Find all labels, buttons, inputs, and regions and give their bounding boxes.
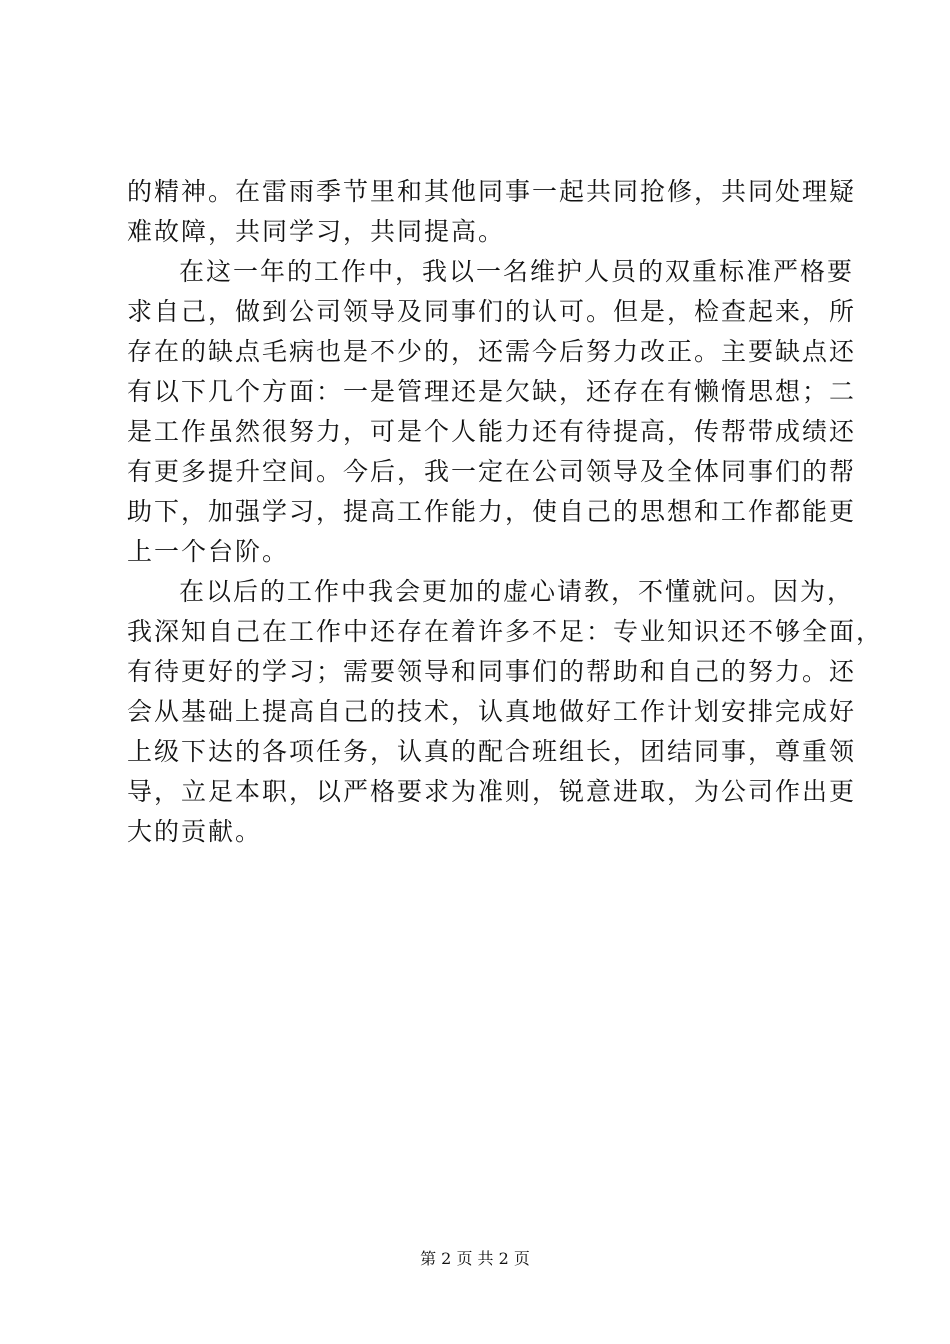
text-line: 导，立足本职，以严格要求为准则，锐意进取，为公司作出更 bbox=[127, 777, 857, 806]
text-line: 我深知自己在工作中还存在着许多不足：专业知识还不够全面， bbox=[127, 617, 884, 646]
text-line: 上一个台阶。 bbox=[127, 537, 290, 566]
page-number-footer: 第 2 页 共 2 页 bbox=[420, 1249, 530, 1268]
document-body bbox=[127, 172, 884, 852]
text-line: 难故障，共同学习，共同提高。 bbox=[127, 217, 506, 246]
text-line: 是工作虽然很努力，可是个人能力还有待提高，传帮带成绩还 bbox=[127, 417, 857, 446]
text-line: 有以下几个方面：一是管理还是欠缺，还存在有懒惰思想；二 bbox=[127, 377, 857, 406]
text-line: 上级下达的各项任务，认真的配合班组长，团结同事，尊重领 bbox=[127, 737, 857, 766]
text-line: 助下，加强学习，提高工作能力，使自己的思想和工作都能更 bbox=[127, 497, 857, 526]
text-line: 存在的缺点毛病也是不少的，还需今后努力改正。主要缺点还 bbox=[127, 337, 857, 366]
paragraph-start-line: 在以后的工作中我会更加的虚心请教，不懂就问。因为， bbox=[179, 577, 855, 606]
text-line: 会从基础上提高自己的技术，认真地做好工作计划安排完成好 bbox=[127, 697, 857, 726]
text-line: 有待更好的学习；需要领导和同事们的帮助和自己的努力。还 bbox=[127, 657, 857, 686]
text-line: 大的贡献。 bbox=[127, 817, 263, 846]
text-line: 的精神。在雷雨季节里和其他同事一起共同抢修，共同处理疑 bbox=[127, 177, 857, 206]
text-line: 有更多提升空间。今后，我一定在公司领导及全体同事们的帮 bbox=[127, 457, 857, 486]
paragraph-start-line: 在这一年的工作中，我以一名维护人员的双重标准严格要 bbox=[179, 257, 855, 286]
text-line: 求自己，做到公司领导及同事们的认可。但是，检查起来，所 bbox=[127, 297, 857, 326]
